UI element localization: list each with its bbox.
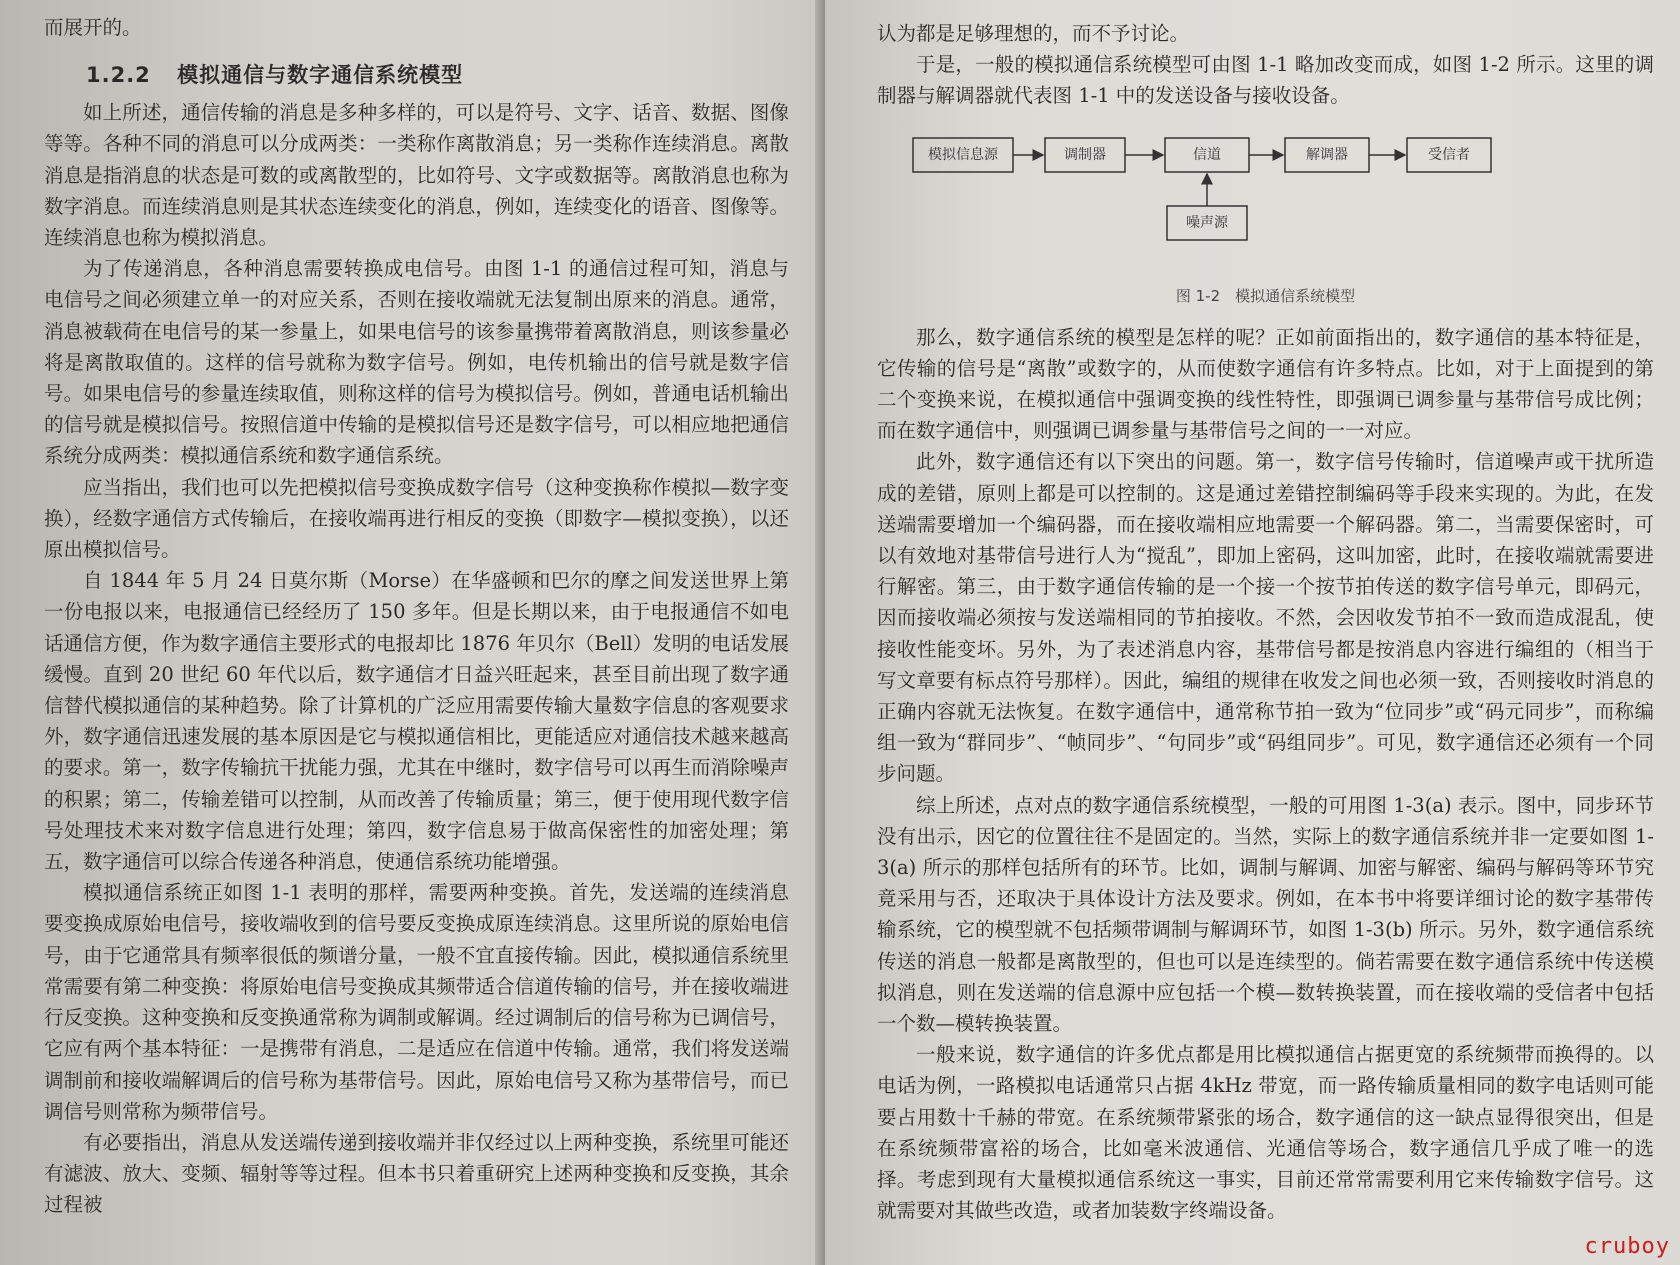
box-label: 模拟信息源 — [928, 146, 998, 163]
paragraph: 自 1844 年 5 月 24 日莫尔斯（Morse）在华盛顿和巴尔的摩之间发送世界上第一份电报以来，电报通信已经经历了 150 多年。但是长期以来，由于电报通信不如电话通信方便，作为数字通信主要形式的电报却比 1876 年贝尔（Bell）发明的电话发展缓慢。直到 20 世纪 60 年代以后，数字通信才日益兴旺起来，甚至目前出现了数字通信替代模拟通信的某种趋势。除了计算机的广泛应用需要传输大量数字信息的客观要求外，数字通信迅速发展的基本原因是它与模拟通信相比，更能适应对通信技术越来越高的要求。第一，数字传输抗干扰能力强，尤其在中继时，数字信号可以再生而消除噪声的积累；第二，传输差错可以控制，从而改善了传输质量；第三，便于使用现代数字信号处理技术来对数字信息进行处理；第四，数字信息易于做高保密性的加密处理；第五，数字通信可以综合传递各种消息，使通信系统功能增强。 — [44, 569, 789, 874]
paragraph: 此外，数字通信还有以下突出的问题。第一，数字信号传输时，信道噪声或干扰所造成的差错，原则上都是可以控制的。这是通过差错控制编码等手段来实现的。为此，在发送端需要增加一个编码器，而在接收端相应地需要一个解码器。第二，当需要保密时，可以有效地对基带信号进行人为“搅乱”，即加上密码，这叫加密，此时，在接收端就需要进行解密。第三，由于数字通信传输的是一个接一个按节拍传送的数字信号单元，即码元，因而接收端必须按与发送端相同的节拍接收。不然，会因收发节拍不一致而造成混乱，使接收性能变坏。另外，为了表述消息内容，基带信号都是按消息内容进行编组的（相当于写文章要有标点符号那样）。因此，编组的规律在收发之间也必须一致，否则接收时消息的正确内容就无法恢复。在数字通信中，通常称节拍一致为“位同步”或“码元同步”，而称编组一致为“群同步”、“帧同步”、“句同步”或“码组同步”。可见，数字通信还必须有一个同步问题。 — [877, 450, 1654, 786]
paragraph: 为了传递消息，各种消息需要转换成电信号。由图 1-1 的通信过程可知，消息与电信号之间必须建立单一的对应关系，否则在接收端就无法复制出原来的消息。通常，消息被载荷在电信号的某一参量上，如果电信号的该参量携带着离散消息，则该参量必将是离散取值的。这样的信号就称为数字信号。例如，电传机输出的信号就是数字信号。如果电信号的参量连续取值，则称这样的信号为模拟信号。例如，普通电话机输出的信号就是模拟信号。按照信道中传输的是模拟信号还是数字信号，可以相应地把通信系统分成两类：模拟通信系统和数字通信系统。 — [44, 257, 789, 468]
box-label: 受信者 — [1428, 146, 1470, 163]
right-page — [825, 0, 1680, 1265]
paragraph: 于是，一般的模拟通信系统模型可由图 1-1 略加改变而成，如图 1-2 所示。这里的调制器与解调器就代表图 1-1 中的发送设备与接收设备。 — [877, 53, 1654, 108]
carryover-text: 而展开的。 — [44, 16, 142, 39]
paragraph: 那么，数字通信系统的模型是怎样的呢？正如前面指出的，数字通信的基本特征是，它传输的信号是“离散”或数字的，从而使数字通信有许多特点。比如，对于上面提到的第二个变换来说，在模拟通信中强调变换的线性特性，即强调已调参量与基带信号成比例；而在数字通信中，则强调已调参量与基带信号之间的一一对应。 — [877, 325, 1654, 443]
box-label: 噪声源 — [1186, 214, 1228, 231]
figure-caption: 图 1-2 模拟通信系统模型 — [1175, 286, 1356, 305]
box-label: 解调器 — [1306, 146, 1348, 163]
box-label: 信道 — [1193, 146, 1221, 163]
section-number: 1.2.2 — [86, 63, 151, 88]
left-page — [0, 0, 825, 1265]
paragraph: 有必要指出，消息从发送端传递到接收端并非仅经过以上两种变换，系统里可能还有滤波、放大、变频、辐射等等过程。但本书只着重研究上述两种变换和反变换，其余过程被 — [44, 1130, 789, 1217]
figure-1-2-diagram — [877, 120, 1517, 275]
paragraph: 综上所述，点对点的数字通信系统模型，一般的可用图 1-3(a) 表示。图中，同步环节没有出示，因它的位置往往不是固定的。当然，实际上的数字通信系统并非一定要如图 1-3(a) 所示的那样包括所有的环节。比如，调制与解调、加密与解密、编码与解码等环节究竟采用与否，还取决于具体设计方法及要求。例如，在本书中将要详细讨论的数字基带传输系统，它的模型就不包括频带调制与解调环节，如图 1-3(b) 所示。另外，数字通信系统传送的消息一般都是离散型的，但也可以是连续型的。倘若需要在数字通信系统中传送模拟消息，则在发送端的信息源中应包括一个模—数转换装置，而在接收端的受信者中包括一个数—模转换装置。 — [877, 793, 1654, 1036]
paragraph: 模拟通信系统正如图 1-1 表明的那样，需要两种变换。首先，发送端的连续消息要变换成原始电信号，接收端收到的信号要反变换成原连续消息。这里所说的原始电信号，由于它通常具有频率很低的频谱分量，一般不宜直接传输。因此，模拟通信系统里常需要有第二种变换：将原始电信号变换成其频带适合信道传输的信号，并在接收端进行反变换。这种变换和反变换通常称为调制或解调。经过调制后的信号称为已调信号，它应有两个基本特征：一是携带有消息，二是适应在信道中传输。通常，我们将发送端调制前和接收端解调后的信号称为基带信号。因此，原始电信号又称为基带信号，而已调信号则常称为频带信号。 — [44, 881, 789, 1123]
carryover-text: 认为都是足够理想的，而不予讨论。 — [877, 22, 1190, 45]
section-title: 模拟通信与数字通信系统模型 — [177, 63, 464, 88]
section-heading — [86, 59, 789, 89]
watermark: cruboy — [1584, 1234, 1670, 1259]
paragraph: 应当指出，我们也可以先把模拟信号变换成数字信号（这种变换称作模拟—数字变换），经数字通信方式传输后，在接收端再进行相反的变换（即数字—模拟变换），以还原出模拟信号。 — [44, 475, 789, 562]
paragraph: 一般来说，数字通信的许多优点都是用比模拟通信占据更宽的系统频带而换得的。以电话为例，一路模拟电话通常只占据 4kHz 带宽，而一路传输质量相同的数字电话则可能要占用数十千赫的带宽。在系统频带紧张的场合，数字通信的这一缺点显得很突出，但是在系统频带富裕的场合，比如毫米波通信、光通信等场合，数字通信几乎成了唯一的选择。考虑到现有大量模拟通信系统这一事实，目前还常常需要利用它来传输数字信号。这就需要对其做些改造，或者加装数字终端设备。 — [877, 1043, 1654, 1223]
box-label: 调制器 — [1064, 146, 1106, 163]
paragraph: 如上所述，通信传输的消息是多种多样的，可以是符号、文字、话音、数据、图像等等。各种不同的消息可以分成两类：一类称作离散消息；另一类称作连续消息。离散消息是指消息的状态是可数的或离散型的，比如符号、文字或数据等。离散消息也称为数字消息。而连续消息则是其状态连续变化的消息，例如，连续变化的语音、图像等。连续消息也称为模拟消息。 — [44, 101, 789, 250]
